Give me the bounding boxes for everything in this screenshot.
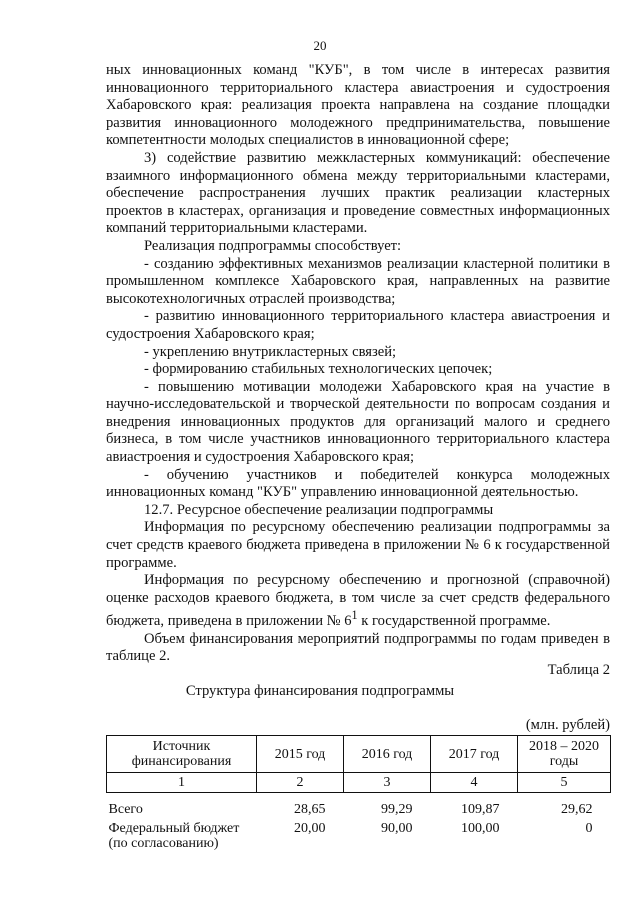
table-row [107,819,611,853]
value-cell: 28,65 [294,802,326,817]
paragraph-text: к государственной программе. [357,613,551,630]
list-item: - обучению участников и победителей конкурса молодежных инновационных команд "КУБ" управлению инновационной деятельностью. [106,466,610,501]
table-row [107,793,611,820]
document-body [106,62,610,666]
paragraph: Объем финансирования мероприятий подпрограммы по годам приведен в таблице 2. [106,630,610,665]
paragraph: ных инновационных команд "КУБ", в том числе в интересах развития инновационного территориального кластера авиастроения и судостроения Хабаровского края: реализация проекта направлена на создание площадки развития инновационного молодежного предпринимательства, повышение компетентности молодых специалистов в инновационной сфере; [106,62,610,149]
paragraph [106,572,610,631]
header-cell: 2017 год [431,736,518,773]
value-cell: 0 [585,821,593,836]
value-cell: 90,00 [381,821,413,836]
page-number: 20 [313,38,327,53]
paragraph-text: Информация по ресурсному обеспечению и прогнозной (справочной) оценке расходов краевого бюджета, в том числе за счет средств федерального бюджета, приведена в приложении № 6 [106,572,610,630]
list-item: - повышению мотивации молодежи Хабаровского края на участие в научно-исследовательской и творческой деятельности по вопросам создания и внедрения инновационных продуктов для организаций малого и среднего бизнеса, в том числе участников инновационного территориального кластера авиастроения и судостроения Хабаровского края; [106,378,610,466]
header-cell: 2016 год [344,736,431,773]
column-number: 3 [344,773,431,793]
column-number-row [107,773,611,793]
column-number: 5 [518,773,611,793]
financing-table [106,735,611,853]
list-item: - укреплению внутрикластерных связей; [144,343,397,360]
list-item: - развитию инновационного территориального кластера авиастроения и судостроения Хабаровского края; [106,308,610,342]
value-cell: 29,62 [561,802,593,817]
list-item: - формированию стабильных технологических цепочек; [144,361,493,378]
value-cell: 20,00 [294,821,326,836]
header-cell: 2018 – 2020 годы [518,736,611,773]
units-label: (млн. рублей) [525,717,610,733]
paragraph: 3) содействие развитию межкластерных коммуникаций: обеспечение взаимного информационного обмена между территориальными кластерами, обеспечение распространения лучших практик реализации кластерных проектов в кластерах, организация и проведение совместных информационных компаний территориальными кластерами. [106,149,610,237]
table-title: Структура финансирования подпрограммы [185,683,455,699]
header-cell: 2015 год [257,736,344,773]
column-number: 4 [431,773,518,793]
column-number: 1 [107,773,257,793]
paragraph: Информация по ресурсному обеспечению реализации подпрограммы за счет средств краевого бюджета приведена в приложении № 6 к государственной программе. [106,519,610,571]
table-label: Таблица 2 [547,662,610,678]
value-cell: 109,87 [461,802,500,817]
header-cell: Источник финансирования [107,736,257,773]
list-item: - созданию эффективных механизмов реализации кластерной политики в промышленном комплексе Хабаровского края, направленных на развитие высокотехнологичных отраслей производства; [106,255,610,307]
section-heading: 12.7. Ресурсное обеспечение реализации подпрограммы [144,501,494,518]
value-cell: 99,29 [381,802,413,817]
value-cell: 100,00 [461,821,500,836]
table-header-row [107,736,611,773]
paragraph: Реализация подпрограммы способствует: [144,237,402,254]
column-number: 2 [257,773,344,793]
source-cell: Федеральный бюджет (по согласованию) [108,821,240,851]
source-cell: Всего [108,802,143,817]
superscript: 1 [351,608,358,623]
